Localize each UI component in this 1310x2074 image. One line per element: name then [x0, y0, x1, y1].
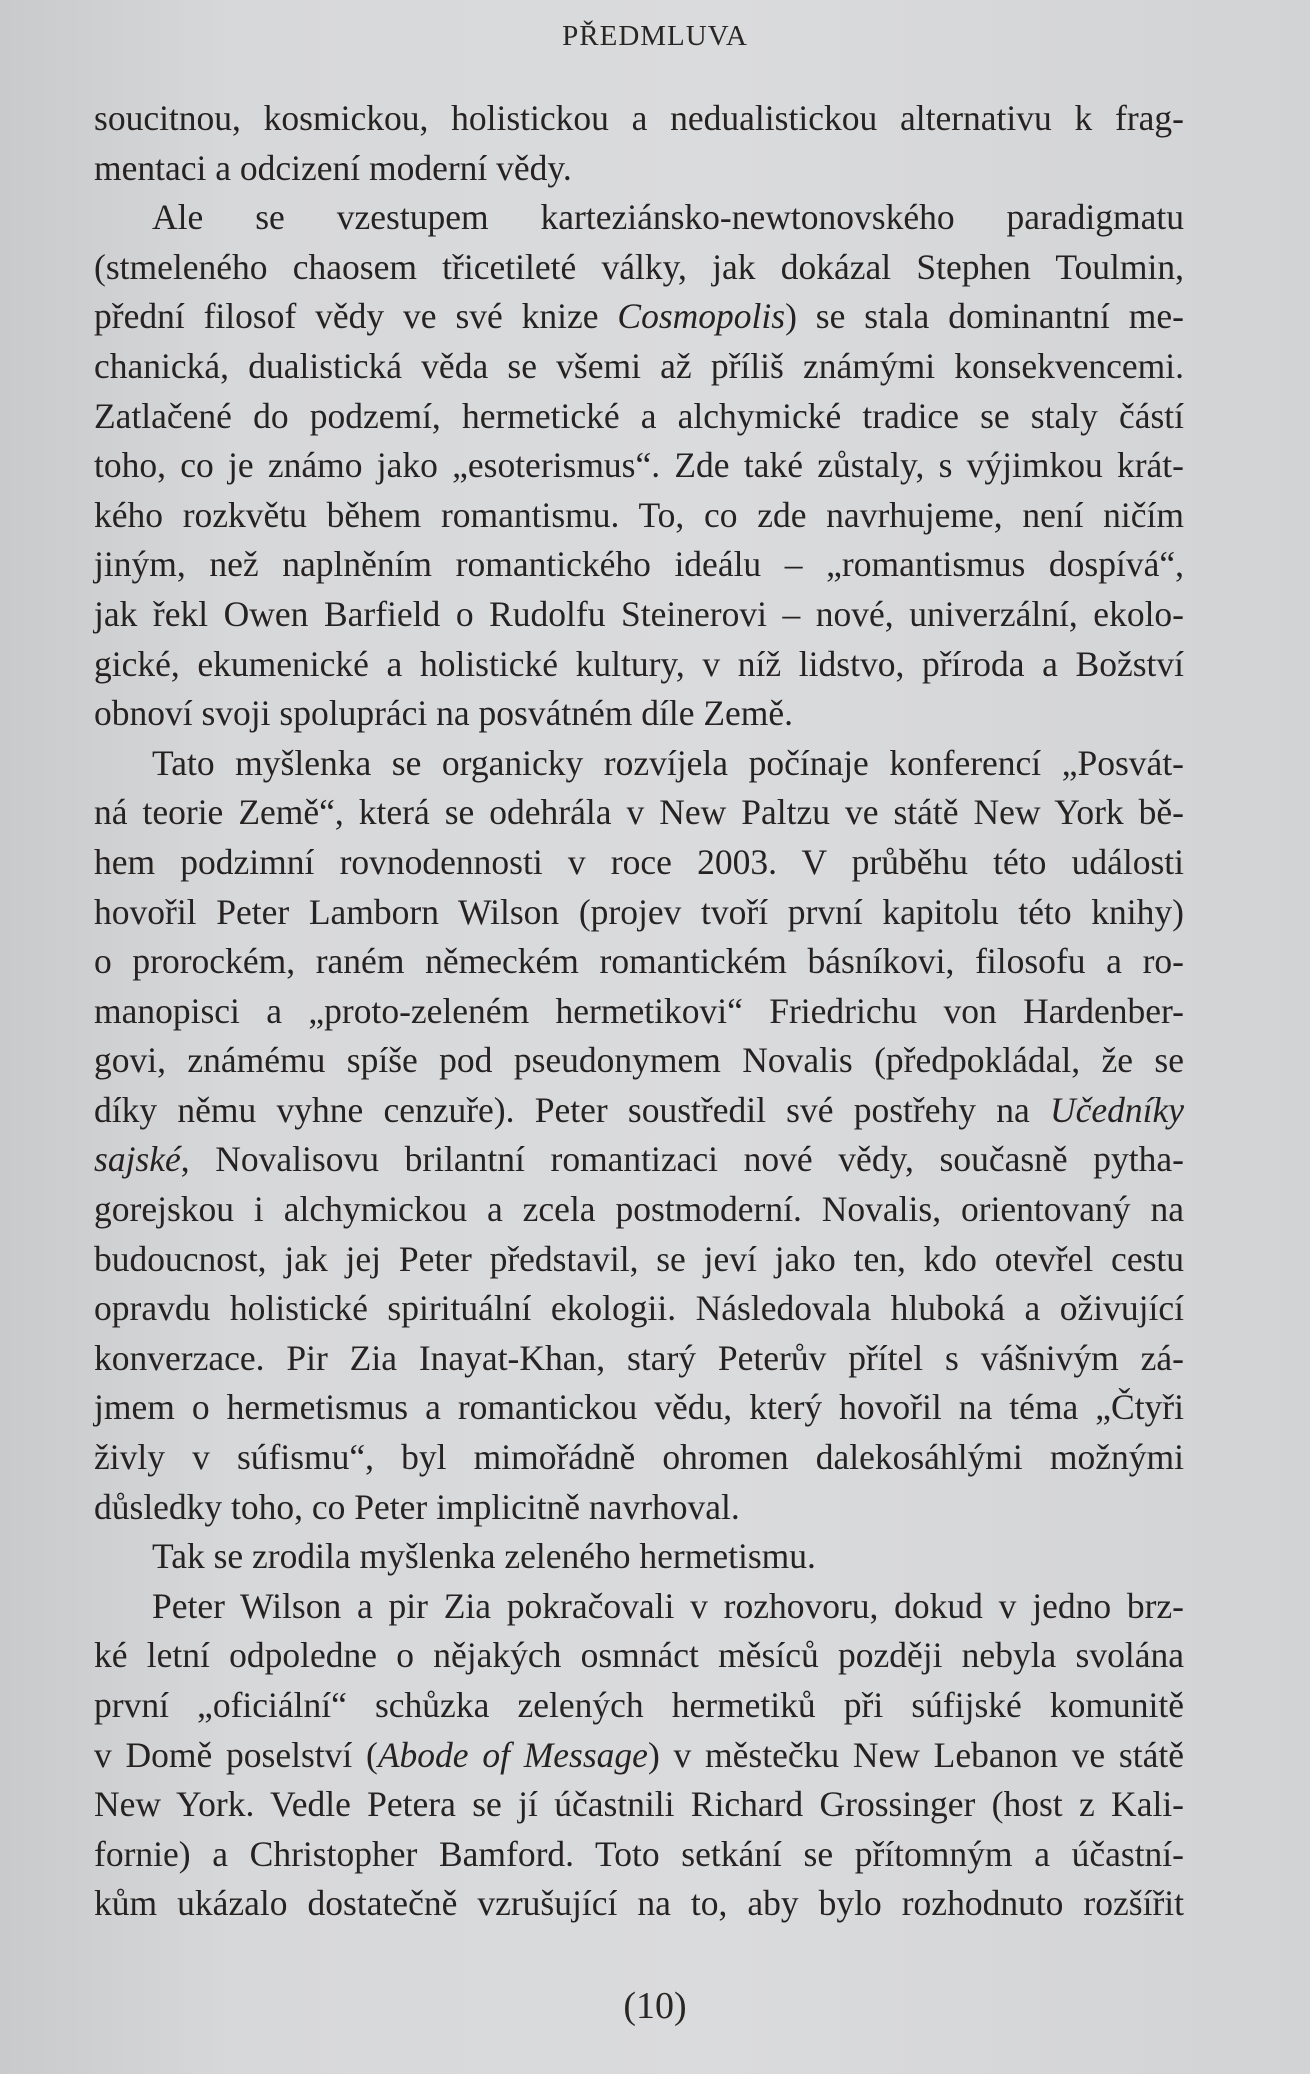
text-line: [94, 739, 1184, 789]
text-line: [94, 1383, 1184, 1433]
text-run: ) se stala dominantní me-: [785, 296, 1184, 337]
text-run: díky němu vyhne cenzuře). Peter soustředil své postřehy na: [94, 1089, 1050, 1130]
text-run: soucitnou, kosmickou, holistickou a nedualistickou alternativu k frag-: [94, 98, 1184, 138]
text-run: první „oficiální“ schůzka zelených hermetiků při súfijské komunitě: [94, 1685, 1184, 1725]
text-run: fornie) a Christopher Bamford. Toto setkání se přítomným a účastní-: [94, 1833, 1184, 1874]
text-run: Tato myšlenka se organicky rozvíjela počínaje konferencí „Posvát-: [152, 742, 1184, 783]
text-run: Zatlačené do podzemí, hermetické a alchymické tradice se staly částí: [94, 395, 1184, 436]
text-line: [94, 292, 1184, 342]
text-line: [94, 1830, 1184, 1880]
text-run: ) v městečku New Lebanon ve státě: [647, 1734, 1184, 1775]
text-line: [94, 193, 1184, 243]
text-run: , Novalisovu brilantní romantizaci nové vědy, současně pytha-: [180, 1139, 1184, 1180]
text-run: opravdu holistické spirituální ekologii. Následovala hluboká a oživující: [94, 1288, 1184, 1329]
text-run: manopisci a „proto-zeleném hermetikovi“ Friedrichu von Hardenber-: [94, 990, 1184, 1031]
body-text: [94, 94, 1184, 1929]
text-line: [94, 342, 1184, 392]
text-line: [94, 590, 1184, 640]
text-line: [94, 838, 1184, 888]
text-line: [94, 1483, 1184, 1533]
text-line: [94, 1532, 1184, 1582]
italic-title: Učedníky: [1049, 1089, 1184, 1130]
text-run: přední filosof vědy ve své knize: [94, 296, 618, 337]
text-run: důsledky toho, co Peter implicitně navrhoval.: [94, 1486, 740, 1527]
text-run: v Domě poselství (: [94, 1734, 378, 1775]
text-line: [94, 1879, 1184, 1929]
text-run: govi, známému spíše pod pseudonymem Novalis (předpokládal, že se: [94, 1040, 1184, 1081]
text-run: mentaci a odcizení moderní vědy.: [94, 147, 572, 188]
text-line: [94, 540, 1184, 590]
text-line: [94, 1185, 1184, 1235]
text-line: [94, 937, 1184, 987]
text-run: ké letní odpoledne o nějakých osmnáct měsíců později nebyla svolána: [94, 1635, 1184, 1676]
text-line: [94, 1036, 1184, 1086]
text-line: [94, 1135, 1184, 1185]
text-line: [94, 1235, 1184, 1285]
italic-title: sajské: [94, 1139, 181, 1180]
text-line: [94, 1284, 1184, 1334]
text-run: hovořil Peter Lamborn Wilson (projev tvoří první kapitolu této knihy): [94, 891, 1184, 932]
text-line: [94, 1433, 1184, 1483]
page-number: (10): [623, 1985, 687, 2027]
text-run: Tak se zrodila myšlenka zeleného hermetismu.: [152, 1536, 816, 1577]
text-line: [94, 1582, 1184, 1632]
text-run: New York. Vedle Petera se jí účastnili Richard Grossinger (host z Kali-: [94, 1784, 1184, 1825]
text-line: [94, 1631, 1184, 1681]
text-line: [94, 94, 1184, 144]
text-run: hem podzimní rovnodennosti v roce 2003. V průběhu této události: [94, 841, 1184, 882]
text-run: kům ukázalo dostatečně vzrušující na to, aby bylo rozhodnuto rozšířit: [94, 1883, 1184, 1924]
text-line: [94, 491, 1184, 541]
text-run: jmem o hermetismus a romantickou vědu, který hovořil na téma „Čtyři: [94, 1387, 1184, 1428]
running-head: PŘEDMLUVA: [562, 20, 748, 52]
italic-title: Abode of Message: [377, 1734, 648, 1775]
text-line: [94, 1780, 1184, 1830]
text-run: Ale se vzestupem karteziánsko-newtonovského paradigmatu: [152, 197, 1184, 238]
text-run: jak řekl Owen Barfield o Rudolfu Steinerovi – nové, univerzální, ekolo-: [94, 593, 1184, 634]
text-line: [94, 1731, 1184, 1781]
text-run: jiným, než naplněním romantického ideálu – „romantismus dospívá“,: [94, 544, 1184, 585]
text-line: [94, 441, 1184, 491]
text-run: o prorockém, raném německém romantickém básníkovi, filosofu a ro-: [94, 941, 1184, 982]
text-run: toho, co je známo jako „esoterismus“. Zde také zůstaly, s výjimkou krát-: [94, 445, 1184, 486]
text-line: [94, 1334, 1184, 1384]
text-line: [94, 888, 1184, 938]
text-run: kého rozkvětu během romantismu. To, co zde navrhujeme, není ničím: [94, 494, 1184, 535]
text-line: [94, 689, 1184, 739]
text-run: obnoví svoji spolupráci na posvátném díle Země.: [94, 693, 794, 734]
text-line: [94, 987, 1184, 1037]
text-run: Peter Wilson a pir Zia pokračovali v rozhovoru, dokud v jedno brz-: [152, 1585, 1184, 1626]
italic-title: Cosmopolis: [617, 296, 786, 337]
text-run: chanická, dualistická věda se všemi až příliš známými konsekvencemi.: [94, 345, 1184, 386]
text-line: [94, 1681, 1184, 1731]
text-line: [94, 243, 1184, 293]
text-run: (stmeleného chaosem třicetileté války, jak dokázal Stephen Toulmin,: [94, 246, 1184, 287]
text-line: [94, 144, 1184, 194]
text-run: ná teorie Země“, která se odehrála v New Paltzu ve státě New York bě-: [94, 792, 1184, 833]
text-run: živly v súfismu“, byl mimořádně ohromen dalekosáhlými možnými: [94, 1437, 1184, 1478]
text-line: [94, 392, 1184, 442]
text-run: gické, ekumenické a holistické kultury, v níž lidstvo, příroda a Božství: [94, 643, 1184, 684]
text-run: gorejskou i alchymickou a zcela postmoderní. Novalis, orientovaný na: [94, 1189, 1184, 1230]
text-line: [94, 788, 1184, 838]
text-line: [94, 640, 1184, 690]
text-run: konverzace. Pir Zia Inayat-Khan, starý Peterův přítel s vášnivým zá-: [94, 1337, 1184, 1378]
text-run: budoucnost, jak jej Peter představil, se jeví jako ten, kdo otevřel cestu: [94, 1238, 1184, 1279]
text-line: [94, 1086, 1184, 1136]
